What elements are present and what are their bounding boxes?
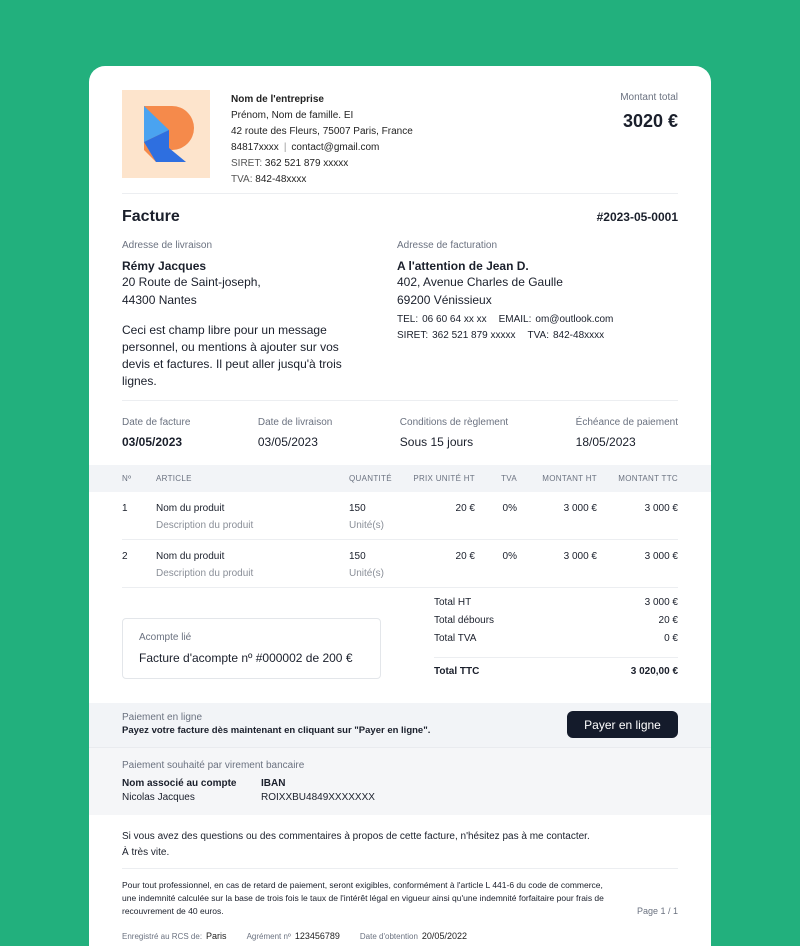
free-text: Ceci est champ libre pour un message personnel, ou mentions à ajouter sur vos devis et factures. Il peut aller jusqu'à trois lignes. (122, 323, 342, 388)
holder-value: Nicolas Jacques (122, 792, 195, 803)
contact-line1: Si vous avez des questions ou des commentaires à propos de cette facture, n'hésitez pas à me contacter. (122, 831, 590, 842)
billing-line2: 69200 Vénissieux (397, 293, 492, 307)
table-row (122, 540, 678, 588)
row-unit-price: 20 € (455, 551, 475, 562)
online-payment-desc: Payez votre facture dès maintenant en cliquant sur "Payer en ligne". (122, 725, 431, 736)
total-ttc-label: Total TTC (434, 666, 480, 677)
agrement-value: 123456789 (294, 931, 340, 941)
col-unit-price: PRIX UNITÉ HT (413, 474, 475, 483)
due-date-label: Échéance de paiement (575, 417, 678, 428)
pay-online-button[interactable]: Payer en ligne (567, 711, 678, 738)
total-amount: 3020 € (622, 111, 678, 131)
tel-value: 06 60 64 xx xx (422, 314, 487, 325)
row-quantity (349, 551, 409, 579)
qty-value: 150 (349, 503, 366, 514)
billing-name: A l'attention de Jean D. (397, 259, 529, 273)
billing-contact (397, 312, 672, 328)
col-article: ARTICLE (156, 474, 192, 483)
row-amount-ttc: 3 000 € (644, 503, 678, 514)
linked-deposit (122, 618, 381, 679)
invoice-card (89, 66, 711, 946)
delivery-line2: 44300 Nantes (122, 293, 197, 307)
legal-notice (89, 869, 711, 917)
invoice-date-value: 03/05/2023 (122, 435, 183, 449)
registration-info (89, 917, 711, 941)
delivery-date-label: Date de livraison (257, 417, 333, 428)
rcs-label: Enregistré au RCS de: (122, 932, 203, 941)
bank-details (122, 777, 678, 805)
delivery-label: Adresse de livraison (122, 240, 213, 251)
row-article (156, 551, 349, 579)
billing-siret-label: SIRET: (397, 330, 429, 341)
totals-summary (434, 597, 678, 684)
qty-unit: Unité(s) (349, 568, 385, 579)
obtention-date-value: 20/05/2022 (421, 931, 467, 941)
row-no: 2 (122, 551, 128, 562)
col-amount-ttc: MONTANT TTC (618, 474, 678, 483)
company-siret (231, 156, 413, 172)
email-label: EMAIL: (498, 314, 532, 325)
due-date (576, 417, 678, 465)
delivery-address (122, 240, 397, 400)
billing-tva-label: TVA: (527, 330, 549, 341)
delivery-name: Rémy Jacques (122, 259, 207, 273)
invoice-number: #2023-05-0001 (596, 210, 678, 224)
billing-line1: 402, Avenue Charles de Gaulle (397, 275, 563, 289)
row-quantity (349, 503, 409, 531)
totals-area (89, 588, 711, 703)
due-date-value: 18/05/2023 (575, 435, 636, 449)
total-summary (620, 92, 678, 132)
invoice-title-row (89, 194, 711, 226)
rcs-value: Paris (206, 931, 227, 941)
total-tva-value: 0 € (664, 633, 678, 644)
total-ht-label: Total HT (434, 597, 472, 608)
billing-label: Adresse de facturation (397, 240, 498, 251)
separator: | (283, 142, 287, 153)
row-no: 1 (122, 503, 128, 514)
contact-note (89, 815, 711, 868)
siret-label: SIRET: (231, 158, 263, 169)
qty-value: 150 (349, 551, 366, 562)
total-debours-label: Total débours (434, 615, 495, 626)
holder-label: Nom associé au compte (122, 778, 237, 789)
siret-value: 362 521 879 xxxxx (264, 158, 349, 169)
row-amount-ttc: 3 000 € (644, 551, 678, 562)
table-header (89, 465, 711, 492)
agrement-label: Agrément nº (246, 932, 291, 941)
company-name: Nom de l'entreprise (231, 94, 324, 105)
invoice-date (122, 417, 190, 465)
qty-unit: Unité(s) (349, 520, 385, 531)
tva-value: 842-48xxxx (255, 174, 307, 185)
invoice-header (89, 66, 711, 193)
company-logo (122, 90, 210, 178)
logo-icon (122, 90, 210, 178)
payment-terms (400, 417, 508, 465)
delivery-line1: 20 Route de Saint-joseph, (122, 275, 261, 289)
col-amount-ht: MONTANT HT (542, 474, 597, 483)
col-no: Nº (122, 474, 132, 483)
bank-title: Paiement souhaité par virement bancaire (122, 760, 305, 771)
total-ht-value: 3 000 € (644, 597, 678, 608)
contact-line2: À très vite. (122, 847, 170, 858)
total-debours-row (434, 615, 678, 633)
legal-text: Pour tout professionnel, en cas de retard de paiement, seront exigibles, conformément à l'article L 441-6 du code de commerce, une indemnité calculée sur la base de trois fois le taux de l'intérêt légal en vigueur ainsi qu'une indemnité forfaitaire pour frais de recouvrement de 40 euros. (122, 880, 604, 916)
deposit-value: Facture d'acompte nº #000002 de 200 € (139, 651, 353, 665)
product-desc: Description du produit (156, 520, 254, 531)
product-desc: Description du produit (156, 568, 254, 579)
bank-transfer (89, 747, 711, 815)
iban (261, 777, 375, 805)
billing-address (397, 240, 672, 400)
col-tva: TVA (501, 474, 517, 483)
total-ht-row (434, 597, 678, 615)
email-value: om@outlook.com (535, 314, 614, 325)
total-ttc-value: 3 020,00 € (630, 666, 678, 677)
iban-value: ROIXXBU4849XXXXXXX (261, 792, 375, 803)
company-person: Prénom, Nom de famille. EI (231, 110, 354, 121)
product-name: Nom du produit (156, 551, 225, 562)
payment-terms-value: Sous 15 jours (399, 435, 474, 449)
billing-ids (397, 328, 672, 344)
total-debours-value: 20 € (658, 615, 678, 626)
col-quantity: QUANTITÉ (349, 474, 392, 483)
company-phone: 84817xxxx (231, 142, 279, 153)
total-label: Montant total (620, 92, 678, 103)
row-tva: 0% (502, 503, 517, 514)
addresses (89, 226, 711, 400)
company-email: contact@gmail.com (291, 142, 380, 153)
divider (434, 657, 678, 658)
product-name: Nom du produit (156, 503, 225, 514)
company-contact (231, 140, 413, 156)
row-amount-ht: 3 000 € (563, 503, 597, 514)
company-address: 42 route des Fleurs, 75007 Paris, France (231, 126, 413, 137)
row-tva: 0% (502, 551, 517, 562)
deposit-title: Acompte lié (139, 632, 192, 643)
delivery-date (258, 417, 332, 465)
total-tva-label: Total TVA (434, 633, 477, 644)
table-row (122, 492, 678, 540)
online-payment (89, 703, 711, 747)
tva-label: TVA: (231, 174, 253, 185)
total-ttc-row (434, 666, 678, 684)
billing-siret-value: 362 521 879 xxxxx (432, 330, 516, 341)
row-unit-price: 20 € (455, 503, 475, 514)
company-tva (231, 172, 413, 188)
payment-terms-label: Conditions de règlement (399, 417, 509, 428)
row-amount-ht: 3 000 € (563, 551, 597, 562)
company-info (231, 92, 413, 188)
obtention-date-label: Date d'obtention (359, 932, 418, 941)
invoice-title: Facture (122, 208, 180, 225)
dates-row (89, 401, 711, 465)
account-holder (122, 777, 261, 805)
online-payment-title: Paiement en ligne (122, 712, 203, 723)
total-tva-row (434, 633, 678, 651)
iban-label: IBAN (261, 778, 286, 789)
delivery-date-value: 03/05/2023 (257, 435, 318, 449)
page-number: Page 1 / 1 (636, 906, 678, 916)
row-article (156, 503, 349, 531)
invoice-date-label: Date de facture (122, 417, 191, 428)
tel-label: TEL: (397, 314, 419, 325)
billing-tva-value: 842-48xxxx (553, 330, 605, 341)
